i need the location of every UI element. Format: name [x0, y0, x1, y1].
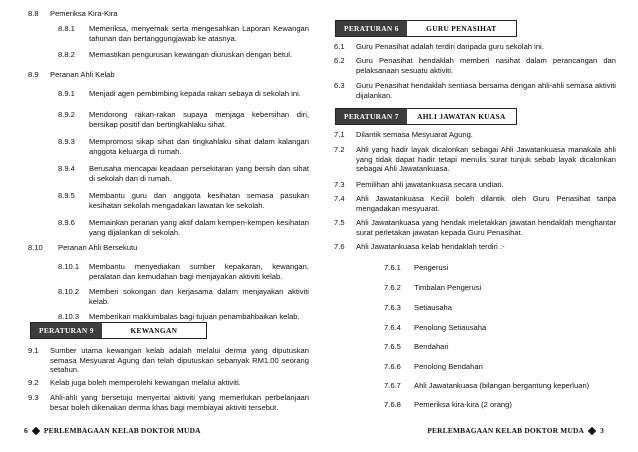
section-text: Berusaha mencapai keadaan persekitaran yang bersih dan sihat di sekolah dan di rumah.: [89, 164, 309, 183]
peraturan-title: KEWANGAN: [130, 325, 178, 335]
peraturan-tag: PERATURAN 6: [336, 21, 407, 36]
section-text: Memberi sokongan dan kerjasama dalam menjayakan aktiviti kelab.: [89, 287, 309, 306]
section-text: Ahli Jawatankuasa Keciil boleh dilantik oleh Guru Penasihat tanpa mengadakan mesyuarat.: [356, 194, 616, 213]
section-7-6-6: [334, 362, 616, 372]
section-7-6: [334, 242, 616, 252]
section-7-6-7: [334, 381, 616, 391]
section-8-9: [28, 70, 309, 80]
peraturan-tag: PERATURAN 7: [336, 109, 407, 124]
section-number: 7.1: [334, 130, 345, 139]
page-number: 3: [600, 426, 604, 435]
section-text: Guru Penasihat hendaklah sentiasa bersama dengan ahli-ahli semasa aktiviti dijalankan.: [356, 81, 616, 100]
list-item: Bendahari: [414, 342, 449, 351]
section-text: Dilantik semasa Mesyuarat Agung.: [356, 130, 473, 139]
section-8-10-2: [28, 287, 309, 306]
section-number: 7.6.4: [384, 323, 401, 332]
section-heading: Peranan Ahli Kelab: [50, 70, 115, 79]
right-footer: [427, 426, 604, 435]
section-8-10: [28, 243, 309, 253]
section-8-10-3: [28, 312, 309, 322]
section-number: 8.9.4: [58, 164, 75, 173]
list-item: Penolong Setiausaha: [414, 323, 487, 332]
section-7-6-4: [334, 323, 616, 333]
section-text: Guru Penasihat hendaklah memberi nasihat dalam perancangan dan pelaksanaan sesuatu aktiviti.: [356, 56, 616, 75]
section-number: 7.6.5: [384, 342, 401, 351]
section-7-6-3: [334, 303, 616, 313]
section-7-6-1: [334, 263, 616, 273]
section-7-6-5: [334, 342, 616, 352]
section-number: 8.10.1: [58, 262, 80, 271]
list-item: Penolong Bendahari: [414, 362, 483, 371]
peraturan-tag: PERATURAN 9: [31, 323, 102, 338]
footer-title: PERLEMBAGAAN KELAB DOKTOR MUDA: [427, 426, 585, 435]
section-7-6-2: [334, 283, 616, 293]
section-8-8-2: [28, 50, 309, 60]
section-6-1: [334, 42, 616, 52]
left-footer: [24, 426, 201, 435]
section-number: 7.5: [334, 218, 345, 227]
peraturan-title: AHLI JAWATAN KUASA: [417, 111, 506, 121]
section-9-3: [28, 393, 309, 412]
section-8-10-1: [28, 262, 309, 281]
list-item: Pemeriksa kira-kira (2 orang): [414, 400, 512, 409]
section-text: Membantu guru dan anggota kesihatan semasa pasukan kesihatan sekolah mengadakan lawatan ke sekolah.: [89, 191, 309, 210]
section-7-1: [334, 130, 616, 140]
section-8-9-1: [28, 89, 309, 99]
section-heading: Peranan Ahli Bersekutu: [58, 243, 138, 252]
footer-title: PERLEMBAGAAN KELAB DOKTOR MUDA: [43, 426, 201, 435]
section-8-8: [28, 9, 309, 19]
section-number: 6.2: [334, 56, 345, 65]
diamond-icon: [588, 426, 596, 434]
section-number: 7.3: [334, 180, 345, 189]
diamond-icon: [32, 426, 40, 434]
list-item: Pengerusi: [414, 263, 449, 272]
section-number: 8.9: [28, 70, 39, 79]
section-number: 6.1: [334, 42, 345, 51]
section-text: Ahli-ahli yang bersetuju menyertai aktiviti yang memerlukan perbelanjaan besar boleh dikenakan derma khas bagi membiayai aktiviti tersebut.: [50, 393, 309, 412]
section-text: Pemilihan ahli jawatankuasa secara undian.: [356, 180, 504, 189]
section-9-2: [28, 378, 309, 388]
section-number: 7.6.2: [384, 283, 401, 292]
section-number: 8.10: [28, 243, 43, 252]
section-number: 9.3: [28, 393, 39, 402]
section-number: 8.9.2: [58, 110, 75, 119]
section-8-9-2: [28, 110, 309, 129]
section-number: 8.10.3: [58, 312, 80, 321]
section-text: Ahli Jawatankuasa kelab hendaklah terdiri :-: [356, 242, 505, 251]
section-number: 9.2: [28, 378, 39, 387]
section-text: Ahli yang hadir layak dicalonkan sebagai Ahli Jawatankuasa manakala ahli yang tidak dapat hadir tetapi menulis surat tunjuk sebab layak dicalonkan sebagai Ahli Jawatankuasa.: [356, 145, 616, 174]
peraturan-7-header: [335, 108, 517, 125]
peraturan-title: GURU PENASIHAT: [426, 23, 497, 33]
section-number: 8.9.5: [58, 191, 75, 200]
section-number: 8.8: [28, 9, 39, 18]
section-text: Mempromosi sikap sihat dan tingkahlaku sihat dalam kalangan anggota keluarga di rumah.: [89, 137, 309, 156]
section-text: Memainkan peranan yang aktif dalam kempen-kempen kesihatan yang dijalankan di sekolah.: [89, 218, 309, 237]
section-6-2: [334, 56, 616, 75]
section-text: Guru Penasihat adalah terdiri daripada guru sekolah ini.: [356, 42, 544, 51]
section-number: 8.10.2: [58, 287, 80, 296]
list-item: Ahli Jawatankuasa (bilangan bergantung keperluan): [414, 381, 590, 390]
section-number: 7.6: [334, 242, 345, 251]
section-number: 7.6.6: [384, 362, 401, 371]
section-7-3: [334, 180, 616, 190]
section-number: 6.3: [334, 81, 345, 90]
section-text: Ahli Jawatankuasa yang hendak meletakkan jawatan hendaklah menghantar surat perletakan jawatan kepada Guru Penasihat.: [356, 218, 616, 237]
section-7-5: [334, 218, 616, 237]
section-number: 7.4: [334, 194, 345, 203]
section-8-8-1: [28, 24, 309, 43]
section-number: 8.8.2: [58, 50, 75, 59]
section-text: Memberikan maklumbalas bagi tujuan penambahbaikan kelab.: [89, 312, 300, 321]
section-number: 7.6.8: [384, 400, 401, 409]
section-number: 8.9.1: [58, 89, 75, 98]
section-8-9-5: [28, 191, 309, 210]
section-text: Menjadi agen pembimbing kepada rakan sebaya di sekolah ini.: [89, 89, 301, 98]
section-heading: Pemeriksa Kira-Kira: [50, 9, 118, 18]
list-item: Setiausaha: [414, 303, 452, 312]
section-8-9-4: [28, 164, 309, 183]
section-8-9-6: [28, 218, 309, 237]
section-number: 9.1: [28, 346, 39, 355]
section-text: Memeriksa, menyemak serta mengesahkan Laporan Kewangan tahunan dan bertanggungjawab ke atasnya.: [89, 24, 309, 43]
section-7-6-8: [334, 400, 616, 410]
section-number: 7.2: [334, 145, 345, 154]
section-7-4: [334, 194, 616, 213]
section-8-9-3: [28, 137, 309, 156]
page-number: 6: [24, 426, 28, 435]
section-text: Sumber utama kewangan kelab adalah melalui derma yang diputuskan semasa Mesyuarat Agung dan telah diputuskan sebanyak RM1.00 seorang setahun.: [50, 346, 309, 375]
list-item: Timbalan Pengerusi: [414, 283, 482, 292]
peraturan-6-header: [335, 20, 517, 37]
section-7-2: [334, 145, 616, 174]
section-number: 8.8.1: [58, 24, 75, 33]
section-6-3: [334, 81, 616, 100]
section-number: 8.9.6: [58, 218, 75, 227]
section-text: Memastikan pengurusan kewangan diuruskan dengan betul.: [89, 50, 293, 59]
section-number: 7.6.7: [384, 381, 401, 390]
section-9-1: [28, 346, 309, 375]
section-number: 7.6.1: [384, 263, 401, 272]
section-text: Membantu menyediakan sumber kepakaran, kewangan, peralatan dan kemudahan bagi menjayakan aktiviti kelab.: [89, 262, 309, 281]
section-text: Mendorong rakan-rakan supaya menjaga kebersihan diri, bersikap positif dan bertingkahlaku sihat.: [89, 110, 309, 129]
section-text: Kelab juga boleh memperolehi kewangan melalui aktiviti.: [50, 378, 241, 387]
section-number: 8.9.3: [58, 137, 75, 146]
section-number: 7.6.3: [384, 303, 401, 312]
peraturan-9-header: [30, 322, 207, 339]
